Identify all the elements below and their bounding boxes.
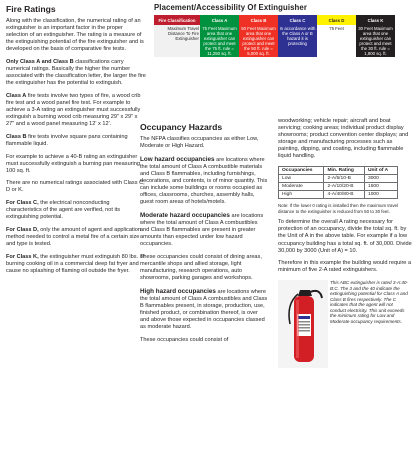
class-a-text: fire tests involve two types of fire, a wood crib fire test and a wood panel fire test. For example to achieve a 3-A rating an extinguisher must successfully extinguish a burning wood crib measuring 29" x 29" x 27" and a wood panel measuring 12' x 12'. xyxy=(6,92,141,128)
class-b-paragraph xyxy=(6,134,146,148)
header-class-c: Class C xyxy=(278,15,317,25)
requirements-column xyxy=(278,118,412,370)
a-rating-conclusion: Therefore in this example the building would require a minimum of five 2-A rated extinguishers. xyxy=(278,260,412,274)
moderate-hazard-text: are locations where the total amount of Class A combustibles and Class B flammables are present in greater amounts than expected under low hazard occupancies. xyxy=(140,212,264,248)
numerical-ratings-text: classifications carry numerical ratings. Basically the higher the number associated with the classification letter, the larger the fire the extinguisher has the potential to extinguish. xyxy=(6,58,146,87)
class-k-distance: 30 Feet Maximum area that one extinguisher can protect and meet the 30 ft. rule = 1,800 sq. ft. xyxy=(356,25,395,57)
placement-heading: Placement/Accessibility Of Extinguisher xyxy=(154,3,307,12)
class-b-text: fire tests involve square pans containing flammable liquid. xyxy=(6,133,128,147)
fire-extinguisher-icon xyxy=(278,280,328,368)
moderate-examples: These occupancies could consist of dining areas, mercantile shops and allied storage, light manufacturing, research operations, auto showrooms, parking garages and workshops. xyxy=(140,253,262,282)
occupancy-table-header xyxy=(279,167,398,175)
col-header-unit-of-a: Unit of A xyxy=(364,167,397,175)
class-b-distance: 50 Feet Maximum area that one extinguisher can protect and meet the 50 ft. rule = 5,000 sq. ft. xyxy=(239,25,278,57)
high-hazard-heading: High hazard occupancies xyxy=(140,287,216,295)
numerical-ratings-paragraph xyxy=(6,59,146,87)
high-hazard-examples-start: These occupancies could consist of xyxy=(140,336,229,343)
table-row xyxy=(279,191,398,199)
occupancy-rating-table xyxy=(278,166,398,199)
lead-class-c: For Class C, xyxy=(6,199,39,206)
class-d-paragraph xyxy=(6,227,146,248)
occupancy-intro: The NFPA classifies occupancies as either Low, Moderate or High Hazard. xyxy=(140,136,259,150)
travel-distance-label: Maximum Travel Distance To Fire Extinguisher xyxy=(154,25,200,57)
no-ratings-paragraph: There are no numerical ratings associated with Class C, D or K. xyxy=(6,180,145,194)
high-hazard-paragraph xyxy=(140,288,268,332)
row-moderate-occupancy: Moderate xyxy=(279,183,324,191)
row-low-occupancy: Low xyxy=(279,175,324,183)
low-hazard-text: are locations where the total amount of Class A combustible materials and Class B flammables, including furnishings, decorations, and contents, is of minor quantity. This can include some buildings or rooms occupied as offices, classrooms, churches, assembly halls, guest room areas of hotels/motels. xyxy=(140,156,268,206)
row-high-unit: 1000 xyxy=(364,191,397,199)
header-class-k: Class K xyxy=(356,15,395,25)
class-k-text: the extinguisher must extinguish 80 lbs. of burning cooking oil in a commercial deep fat fryer and cause no splashing of flaming oil outside the fryer. xyxy=(6,253,145,274)
class-k-paragraph xyxy=(6,254,146,275)
placement-table xyxy=(154,15,395,57)
fire-ratings-intro: Along with the classification, the numerical rating of an extinguisher is an important factor in the proper selection of an extinguisher. The rating is a measure of the extinguishing potential of the fire extinguisher and is developed on the basis of comparative fire tests. xyxy=(6,18,144,53)
moderate-hazard-paragraph xyxy=(140,212,268,248)
low-hazard-heading: Low hazard occupancies xyxy=(140,155,215,163)
row-low-unit: 3000 xyxy=(364,175,397,183)
class-d-text: only the amount of agent and application method needed to control a metal fire of a certain size and type is tested. xyxy=(6,226,141,247)
fire-ratings-heading: Fire Ratings xyxy=(6,4,56,14)
header-class-d: Class D xyxy=(317,15,356,25)
moderate-hazard-heading: Moderate hazard occupancies xyxy=(140,211,230,219)
class-c-text: the electrical nonconducting characteristics of the agent are verified, not its extinguishing potential. xyxy=(6,199,121,221)
class-c-paragraph xyxy=(6,200,146,221)
class-a-distance: 75 Feet Maximum area that one extinguisher can protect and meet the 75 ft. rule = 11,250 sq. ft. xyxy=(200,25,239,57)
row-moderate-rating: 2-A/10/20-B xyxy=(324,183,365,191)
placement-body-row xyxy=(154,25,395,57)
col-header-min-rating: Min. Rating xyxy=(324,167,365,175)
header-class-b: Class B xyxy=(239,15,278,25)
col-header-occupancies: Occupancies xyxy=(279,167,324,175)
row-moderate-unit: 1500 xyxy=(364,183,397,191)
header-class-a: Class A xyxy=(200,15,239,25)
extinguisher-figure xyxy=(278,280,412,370)
table-row xyxy=(279,175,398,183)
high-hazard-text: are locations where the total amount of Class A combustibles and Class B flammables present, in storage, production, use, finished product, or combination thereof, is over and above those expected in occupancies classed as moderate hazard. xyxy=(140,288,268,331)
table-note: Note: If the lower 0 rating is installed then the maximum travel distance to the extinguisher is reduced from 50 to 30 feet. xyxy=(278,203,399,214)
occupancy-hazards-heading: Occupancy Hazards xyxy=(140,122,223,132)
row-low-rating: 2-A/5/10-B xyxy=(324,175,365,183)
placement-header-row xyxy=(154,15,395,25)
lead-class-k: For Class K, xyxy=(6,253,39,260)
lead-class-a: Class A xyxy=(6,92,27,99)
lead-class-d: For Class D, xyxy=(6,226,39,233)
lead-class-b: Class B xyxy=(6,133,27,140)
row-high-rating: 4-A/40/80-B xyxy=(324,191,365,199)
class-c-distance: In accordance with the Class A or B hazard it is protecting xyxy=(278,25,317,57)
lead-class-a-b: Only Class A and Class B xyxy=(6,58,74,65)
class-a-paragraph xyxy=(6,93,146,128)
low-hazard-paragraph xyxy=(140,156,268,207)
a-rating-calculation: To determine the overall A rating necessary for protection of an occupancy, divide the total sq. ft. by the Unit of A in the above table. For example if a low occupancy building has a total sq. ft. of 30,000. Divide 30,000 by 3000 (Unit of A) = 10. xyxy=(278,219,412,254)
fire-ratings-column xyxy=(6,0,146,280)
class-b-example: For example to achieve a 40-B rating an extinguisher must successfully extinguish a burning pan measuring 100 sq. ft. xyxy=(6,153,141,174)
row-high-occupancy: High xyxy=(279,191,324,199)
occupancy-hazards-column xyxy=(140,118,268,349)
header-fire-classification: Fire Classification xyxy=(154,15,200,25)
extinguisher-caption: This ABC extinguisher is rated 3-A:40-B:C. The 3 and the 40 indicate the extinguishing potential for Class A and Class B fires respectively. The C indicates that the agent will not conduct electricity. This unit exceeds the minimum rating for Low and Moderate occupancy requirements. xyxy=(330,279,408,325)
class-d-distance: 75 Feet xyxy=(317,25,356,57)
table-row xyxy=(279,183,398,191)
high-hazard-examples-continued: woodworking; vehicle repair; aircraft and boat servicing; cooking areas; individual product display showrooms; product convention center displays; and storage and manufacturing processes such as painting, dipping, and coating, including flammable liquid handling. xyxy=(278,118,409,160)
